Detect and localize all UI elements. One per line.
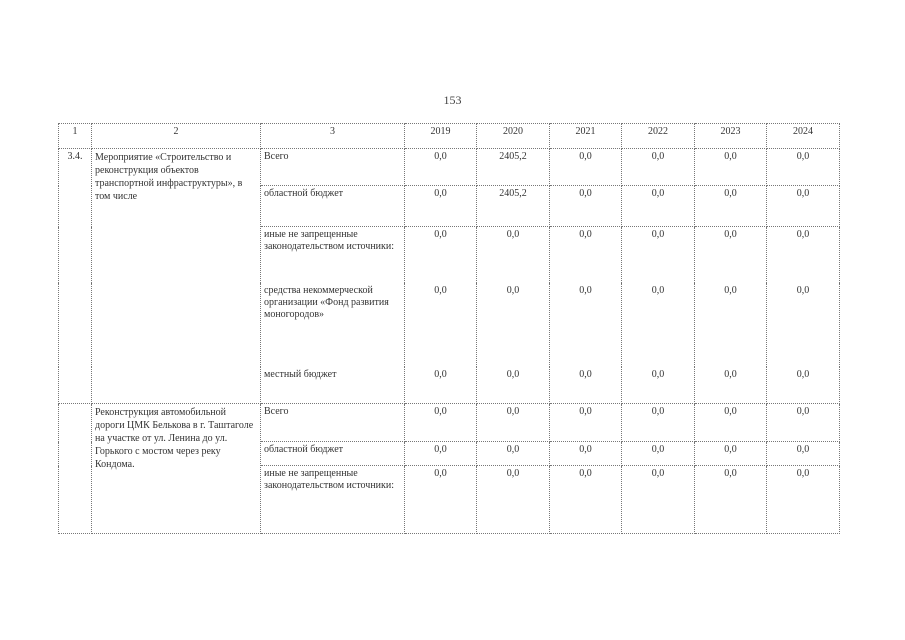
col-header: 2022 [622, 124, 695, 149]
page-number: 153 [443, 93, 462, 107]
col-header: 2021 [550, 124, 622, 149]
measure-name: Мероприятие «Строительство и реконструкция объектов транспортной инфраструктуры», в том числе [92, 149, 261, 404]
funding-source: областной бюджет [261, 186, 405, 227]
value-cell: 0,0 [767, 404, 840, 442]
col-header: 2019 [405, 124, 477, 149]
value-cell: 0,0 [405, 186, 477, 227]
header-row [59, 124, 840, 149]
value-cell: 2405,2 [477, 149, 550, 186]
value-cell: 0,0 [622, 186, 695, 227]
col-header: 2020 [477, 124, 550, 149]
value-cell: 0,0 [405, 442, 477, 466]
col-header: 3 [261, 124, 405, 149]
value-cell: 0,0 [550, 149, 622, 186]
value-cell: 0,0 [405, 466, 477, 534]
value-cell: 2405,2 [477, 186, 550, 227]
value-cell: 0,0 [550, 367, 622, 404]
value-cell: 0,0 [695, 404, 767, 442]
col-header: 1 [59, 124, 92, 149]
value-cell: 0,0 [477, 404, 550, 442]
value-cell: 0,0 [622, 466, 695, 534]
value-cell: 0,0 [622, 149, 695, 186]
value-cell: 0,0 [405, 367, 477, 404]
value-cell: 0,0 [550, 442, 622, 466]
value-cell: 0,0 [550, 404, 622, 442]
value-cell: 0,0 [477, 466, 550, 534]
value-cell: 0,0 [695, 442, 767, 466]
table-row [59, 149, 840, 186]
value-cell: 0,0 [622, 404, 695, 442]
col-header: 2 [92, 124, 261, 149]
value-cell: 0,0 [477, 283, 550, 367]
value-cell: 0,0 [767, 149, 840, 186]
value-cell: 0,0 [767, 186, 840, 227]
value-cell: 0,0 [550, 227, 622, 283]
value-cell: 0,0 [550, 283, 622, 367]
funding-source: Всего [261, 404, 405, 442]
value-cell: 0,0 [695, 186, 767, 227]
value-cell: 0,0 [767, 227, 840, 283]
table-row [59, 404, 840, 442]
funding-source: иные не запрещенные законодательством источники: [261, 227, 405, 283]
value-cell: 0,0 [695, 466, 767, 534]
measure-index [59, 404, 92, 534]
funding-source: средства некоммерческой организации «Фонд развития моногородов» [261, 283, 405, 367]
value-cell: 0,0 [477, 442, 550, 466]
value-cell: 0,0 [622, 227, 695, 283]
measure-name: Реконструкция автомобильной дороги ЦМК Белькова в г. Таштаголе на участке от ул. Ленина до ул. Горького с мостом через реку Кондома. [92, 404, 261, 534]
funding-source: Всего [261, 149, 405, 186]
value-cell: 0,0 [622, 367, 695, 404]
value-cell: 0,0 [767, 283, 840, 367]
funding-source: областной бюджет [261, 442, 405, 466]
value-cell: 0,0 [622, 283, 695, 367]
value-cell: 0,0 [695, 367, 767, 404]
value-cell: 0,0 [405, 283, 477, 367]
value-cell: 0,0 [622, 442, 695, 466]
budget-table [58, 123, 840, 534]
value-cell: 0,0 [695, 227, 767, 283]
value-cell: 0,0 [767, 442, 840, 466]
value-cell: 0,0 [767, 367, 840, 404]
measure-index: 3.4. [59, 149, 92, 404]
col-header: 2024 [767, 124, 840, 149]
value-cell: 0,0 [695, 283, 767, 367]
value-cell: 0,0 [477, 227, 550, 283]
value-cell: 0,0 [405, 227, 477, 283]
value-cell: 0,0 [550, 466, 622, 534]
value-cell: 0,0 [405, 404, 477, 442]
col-header: 2023 [695, 124, 767, 149]
value-cell: 0,0 [550, 186, 622, 227]
funding-source: иные не запрещенные законодательством источники: [261, 466, 405, 534]
funding-source: местный бюджет [261, 367, 405, 404]
value-cell: 0,0 [477, 367, 550, 404]
value-cell: 0,0 [767, 466, 840, 534]
value-cell: 0,0 [695, 149, 767, 186]
value-cell: 0,0 [405, 149, 477, 186]
